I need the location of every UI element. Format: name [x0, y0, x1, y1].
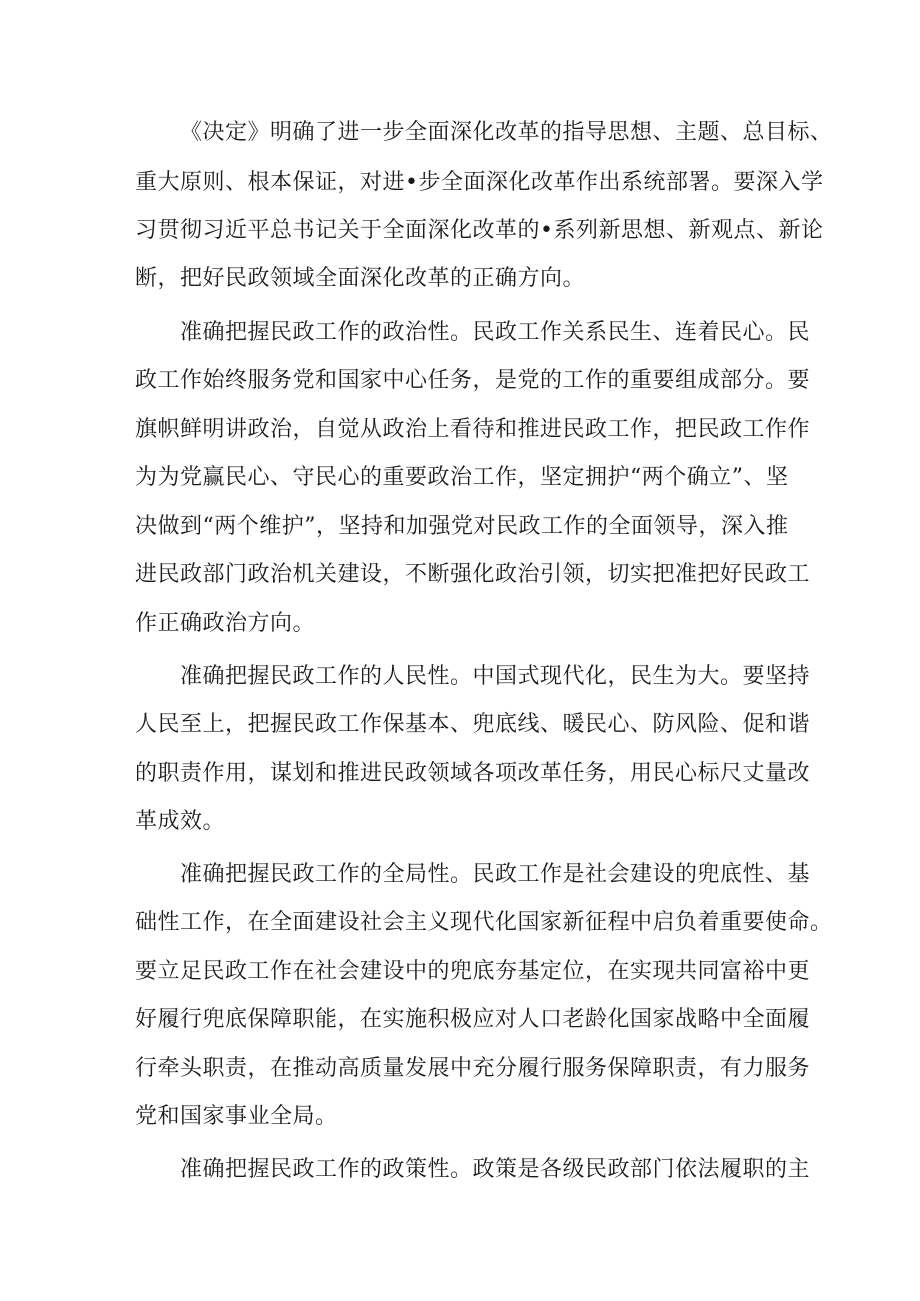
- paragraph-2-line-1: 准确把握民政工作的政治性。民政工作关系民生、连着民心。民: [180, 320, 811, 345]
- paragraph-2-line-4: 为为党赢民心、守民心的重要政治工作，坚定拥护“两个确立”、坚: [135, 465, 789, 490]
- paragraph-1-line-4: 断，把好民政领域全面深化改革的正确方向。: [135, 266, 586, 291]
- paragraph-5-line-1: 准确把握民政工作的政策性。政策是各级民政部门依法履职的主: [180, 1157, 811, 1182]
- paragraph-3-line-2: 人民至上，把握民政工作保基本、兜底线、暖民心、防风险、促和谐: [135, 712, 811, 737]
- paragraph-2-line-7: 作正确政治方向。: [135, 611, 316, 636]
- paragraph-4-line-2: 础性工作，在全面建设社会主义现代化国家新征程中启负着重要使命。: [135, 910, 833, 935]
- paragraph-4-line-6: 党和国家事业全局。: [135, 1104, 338, 1129]
- paragraph-2-line-6: 进民政部门政治机关建设，不断强化政治引领，切实把准把好民政工: [135, 562, 811, 587]
- paragraph-2-line-3: 旗帜鲜明讲政治，自觉从政治上看待和推进民政工作，把民政工作作: [135, 417, 811, 442]
- paragraph-2-line-2: 政工作始终服务党和国家中心任务，是党的工作的重要组成部分。要: [135, 368, 811, 393]
- paragraph-3-line-3: 的职责作用，谋划和推进民政领域各项改革任务，用民心标尺丈量改: [135, 761, 811, 786]
- paragraph-3-line-1: 准确把握民政工作的人民性。中国式现代化，民生为大。要坚持: [180, 664, 811, 689]
- paragraph-4-line-4: 好履行兜底保障职能，在实施积极应对人口老龄化国家战略中全面履: [135, 1007, 811, 1032]
- paragraph-1-line-1: 《决定》明确了进一步全面深化改革的指导思想、主题、总目标、: [180, 120, 833, 145]
- paragraph-4-line-3: 要立足民政工作在社会建设中的兜底夯基定位，在实现共同富裕中更: [135, 959, 811, 984]
- paragraph-1-line-2: 重大原则、根本保证，对进•步全面深化改革作出系统部署。要深入学: [135, 170, 824, 195]
- paragraph-2-line-5: 决做到“两个维护”，坚持和加强党对民政工作的全面领导，深入推: [135, 514, 789, 539]
- paragraph-4-line-1: 准确把握民政工作的全局性。民政工作是社会建设的兜底性、基: [180, 862, 811, 887]
- paragraph-1-line-3: 习贯彻习近平总书记关于全面深化改革的•系列新思想、新观点、新论: [135, 218, 824, 243]
- paragraph-3-line-4: 革成效。: [135, 809, 226, 834]
- paragraph-4-line-5: 行牵头职责，在推动高质量发展中充分履行服务保障职责，有力服务: [135, 1056, 811, 1081]
